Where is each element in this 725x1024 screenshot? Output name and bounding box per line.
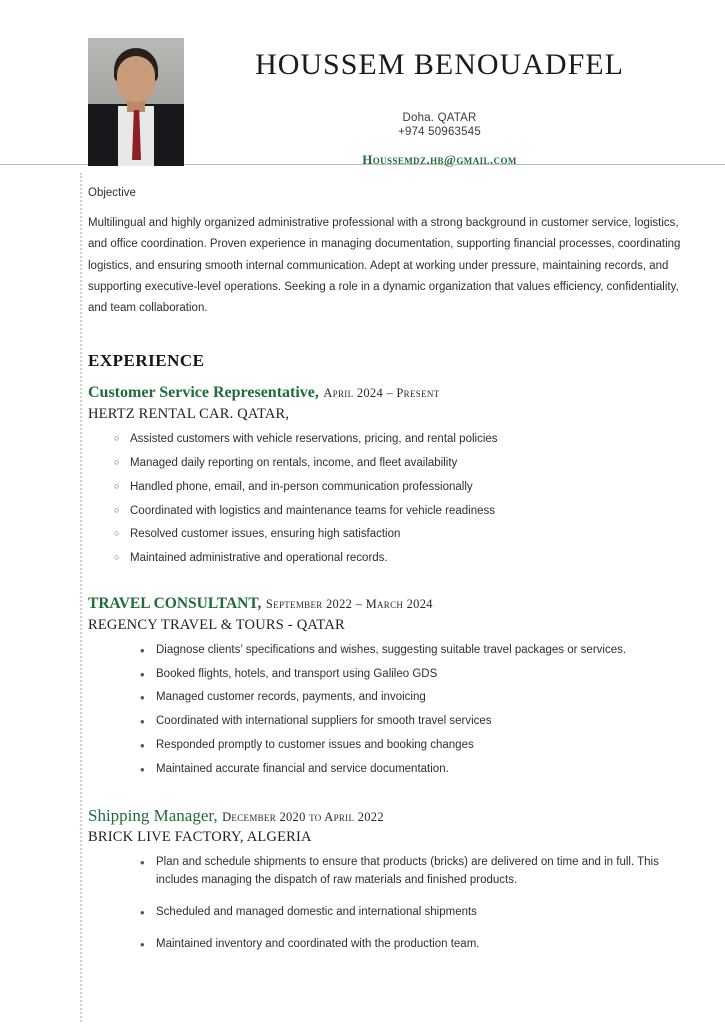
job-title: TRAVEL CONSULTANT, <box>88 595 262 612</box>
job-company: REGENCY TRAVEL & TOURS - QATAR <box>88 616 345 633</box>
list-item: • Plan and schedule shipments to ensure that products (bricks) are delivered on time and in full. This includes managing the dispatch of raw materials and finished products. <box>140 854 683 890</box>
objective-label: Objective <box>88 187 136 199</box>
list-item: • Booked flights, hotels, and transport using Galileo GDS <box>140 666 683 684</box>
contact-email-link[interactable]: Houssemdz.hb@gmail.com <box>362 152 517 167</box>
profile-photo <box>88 38 184 166</box>
job-title: Shipping Manager, <box>88 805 218 825</box>
job-company: BRICK LIVE FACTORY, ALGERIA <box>88 829 312 846</box>
job-heading <box>88 805 683 828</box>
job-dates: April 2024 – Present <box>323 386 440 401</box>
list-item: ○ Coordinated with logistics and maintenance teams for vehicle readiness <box>114 503 683 521</box>
experience-item <box>88 383 683 568</box>
resume-header <box>0 0 725 167</box>
header-text-block <box>184 38 695 168</box>
job-duties-list <box>88 854 683 953</box>
experience-item <box>88 805 683 954</box>
list-item: • Maintained accurate financial and service documentation. <box>140 761 683 779</box>
objective-text: Multilingual and highly organized administrative professional with a strong background in customer service, logistics, and office coordination. Proven experience in managing documentation, supporting financial processes, coordinating logistics, and ensuring smooth internal communication. Adept at working under pressure, maintaining records, and supporting executive-level operations. Seeking a role in a dynamic organization that values efficiency, confidentiality, and team collaboration. <box>88 217 681 315</box>
list-item: • Diagnose clients’ specifications and wishes, suggesting suitable travel packages or services. <box>140 642 683 660</box>
dotted-divider <box>80 173 82 1024</box>
list-item: • Managed customer records, payments, and invoicing <box>140 689 683 707</box>
job-dates: September 2022 – March 2024 <box>265 597 433 611</box>
experience-item <box>88 594 683 779</box>
list-item: • Scheduled and managed domestic and international shipments <box>140 904 683 922</box>
list-item: • Maintained inventory and coordinated with the production team. <box>140 936 683 954</box>
job-duties-list <box>88 431 683 568</box>
list-item: ○ Managed daily reporting on rentals, income, and fleet availability <box>114 455 683 473</box>
job-duties-list <box>88 642 683 779</box>
list-item: • Coordinated with international suppliers for smooth travel services <box>140 713 683 731</box>
job-heading <box>88 594 683 615</box>
list-item: ○ Handled phone, email, and in-person communication professionally <box>114 479 683 497</box>
section-title-experience: EXPERIENCE <box>88 351 205 371</box>
job-company: HERTZ RENTAL CAR. QATAR, <box>88 406 290 423</box>
list-item: ○ Resolved customer issues, ensuring high satisfaction <box>114 526 683 544</box>
candidate-name: HOUSSEM BENOUADFEL <box>255 48 624 81</box>
resume-body <box>0 165 725 954</box>
list-item: ○ Assisted customers with vehicle reservations, pricing, and rental policies <box>114 431 683 449</box>
job-title: Customer Service Representative, <box>88 384 319 402</box>
contact-location: Doha. QATAR <box>402 112 477 124</box>
job-heading <box>88 383 683 404</box>
contact-phone: +974 50963545 <box>398 126 481 138</box>
job-dates: December 2020 to April 2022 <box>222 809 384 824</box>
list-item: • Responded promptly to customer issues and booking changes <box>140 737 683 755</box>
list-item: ○ Maintained administrative and operational records. <box>114 550 683 568</box>
